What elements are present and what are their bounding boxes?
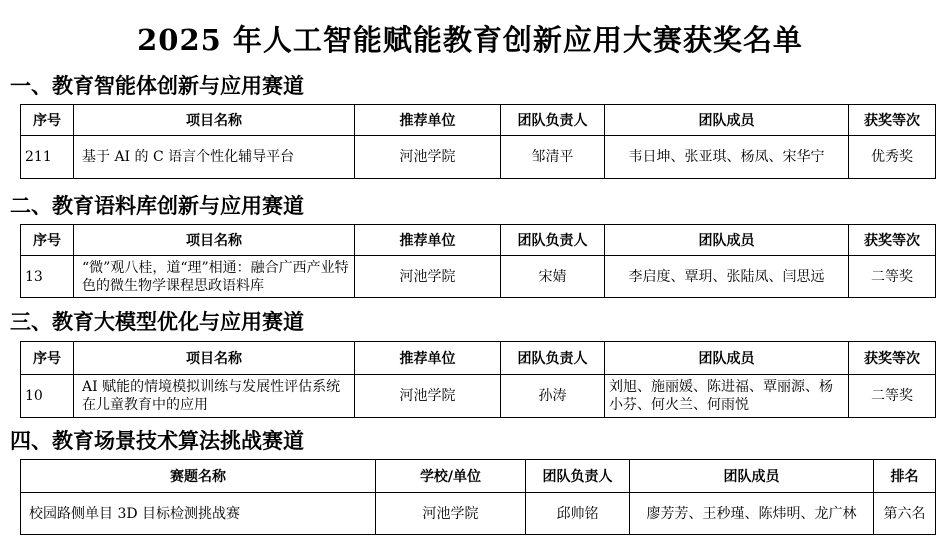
col-header-project: 项目名称	[74, 105, 355, 136]
cell-project: “微”观八桂，道“理”相通：融合广西产业特色的微生物学课程思政语料库	[74, 256, 355, 298]
cell-unit: 河池学院	[355, 136, 501, 179]
section-heading-corpus: 二、教育语料库创新与应用赛道	[10, 194, 304, 218]
col-header-leader: 团队负责人	[501, 225, 605, 256]
table-header-row	[21, 105, 936, 136]
cell-project: AI 赋能的情境模拟训练与发展性评估系统在儿童教育中的应用	[74, 375, 355, 418]
table-row	[21, 136, 936, 179]
cell-project: 基于 AI 的 C 语言个性化辅导平台	[74, 136, 355, 179]
col-header-leader: 团队负责人	[501, 105, 605, 136]
col-header-project: 项目名称	[74, 342, 355, 375]
cell-unit: 河池学院	[355, 375, 501, 418]
page-title: 2025 年人工智能赋能教育创新应用大赛获奖名单	[137, 23, 803, 57]
col-header-members: 团队成员	[605, 105, 849, 136]
col-header-leader: 团队负责人	[526, 460, 630, 493]
col-header-award: 获奖等次	[849, 105, 936, 136]
col-header-index: 序号	[21, 342, 74, 375]
section-heading-algorithm: 四、教育场景技术算法挑战赛道	[10, 429, 304, 453]
cell-unit: 河池学院	[355, 256, 501, 298]
award-table-model	[20, 341, 936, 418]
cell-members: 刘旭、施丽媛、陈进福、覃丽源、杨小芬、何火兰、何雨悦	[605, 375, 849, 418]
table-header-row	[21, 225, 936, 256]
section-heading-model: 三、教育大模型优化与应用赛道	[10, 310, 304, 334]
col-header-project: 项目名称	[74, 225, 355, 256]
col-header-members: 团队成员	[630, 460, 874, 493]
col-header-unit: 推荐单位	[355, 105, 501, 136]
cell-members: 廖芳芳、王秒瑾、陈炜明、龙广林	[630, 493, 874, 535]
cell-rank: 第六名	[874, 493, 936, 535]
cell-leader: 邹清平	[501, 136, 605, 179]
col-header-award: 获奖等次	[849, 225, 936, 256]
table-header-row	[21, 460, 936, 493]
award-table-algorithm	[20, 459, 936, 535]
col-header-index: 序号	[21, 105, 74, 136]
cell-index: 13	[21, 256, 74, 298]
col-header-leader: 团队负责人	[501, 342, 605, 375]
col-header-award: 获奖等次	[849, 342, 936, 375]
cell-members: 韦日坤、张亚琪、杨凤、宋华宁	[605, 136, 849, 179]
table-row	[21, 493, 936, 535]
cell-leader: 宋婧	[501, 256, 605, 298]
cell-members: 李启度、覃玥、张陆凤、闫思远	[605, 256, 849, 298]
award-table-agent	[20, 104, 936, 179]
cell-task: 校园路侧单目 3D 目标检测挑战赛	[21, 493, 376, 535]
table-row	[21, 256, 936, 298]
col-header-members: 团队成员	[605, 225, 849, 256]
col-header-unit: 推荐单位	[355, 342, 501, 375]
col-header-unit: 推荐单位	[355, 225, 501, 256]
col-header-school: 学校/单位	[376, 460, 526, 493]
section-heading-agent: 一、教育智能体创新与应用赛道	[10, 74, 304, 98]
cell-award: 优秀奖	[849, 136, 936, 179]
col-header-index: 序号	[21, 225, 74, 256]
col-header-rank: 排名	[874, 460, 936, 493]
cell-leader: 孙涛	[501, 375, 605, 418]
award-table-corpus	[20, 224, 936, 298]
cell-leader: 邱帅铭	[526, 493, 630, 535]
cell-award: 二等奖	[849, 256, 936, 298]
cell-index: 211	[21, 136, 74, 179]
cell-award: 二等奖	[849, 375, 936, 418]
cell-school: 河池学院	[376, 493, 526, 535]
table-header-row	[21, 342, 936, 375]
table-row	[21, 375, 936, 418]
col-header-members: 团队成员	[605, 342, 849, 375]
cell-index: 10	[21, 375, 74, 418]
col-header-task: 赛题名称	[21, 460, 376, 493]
